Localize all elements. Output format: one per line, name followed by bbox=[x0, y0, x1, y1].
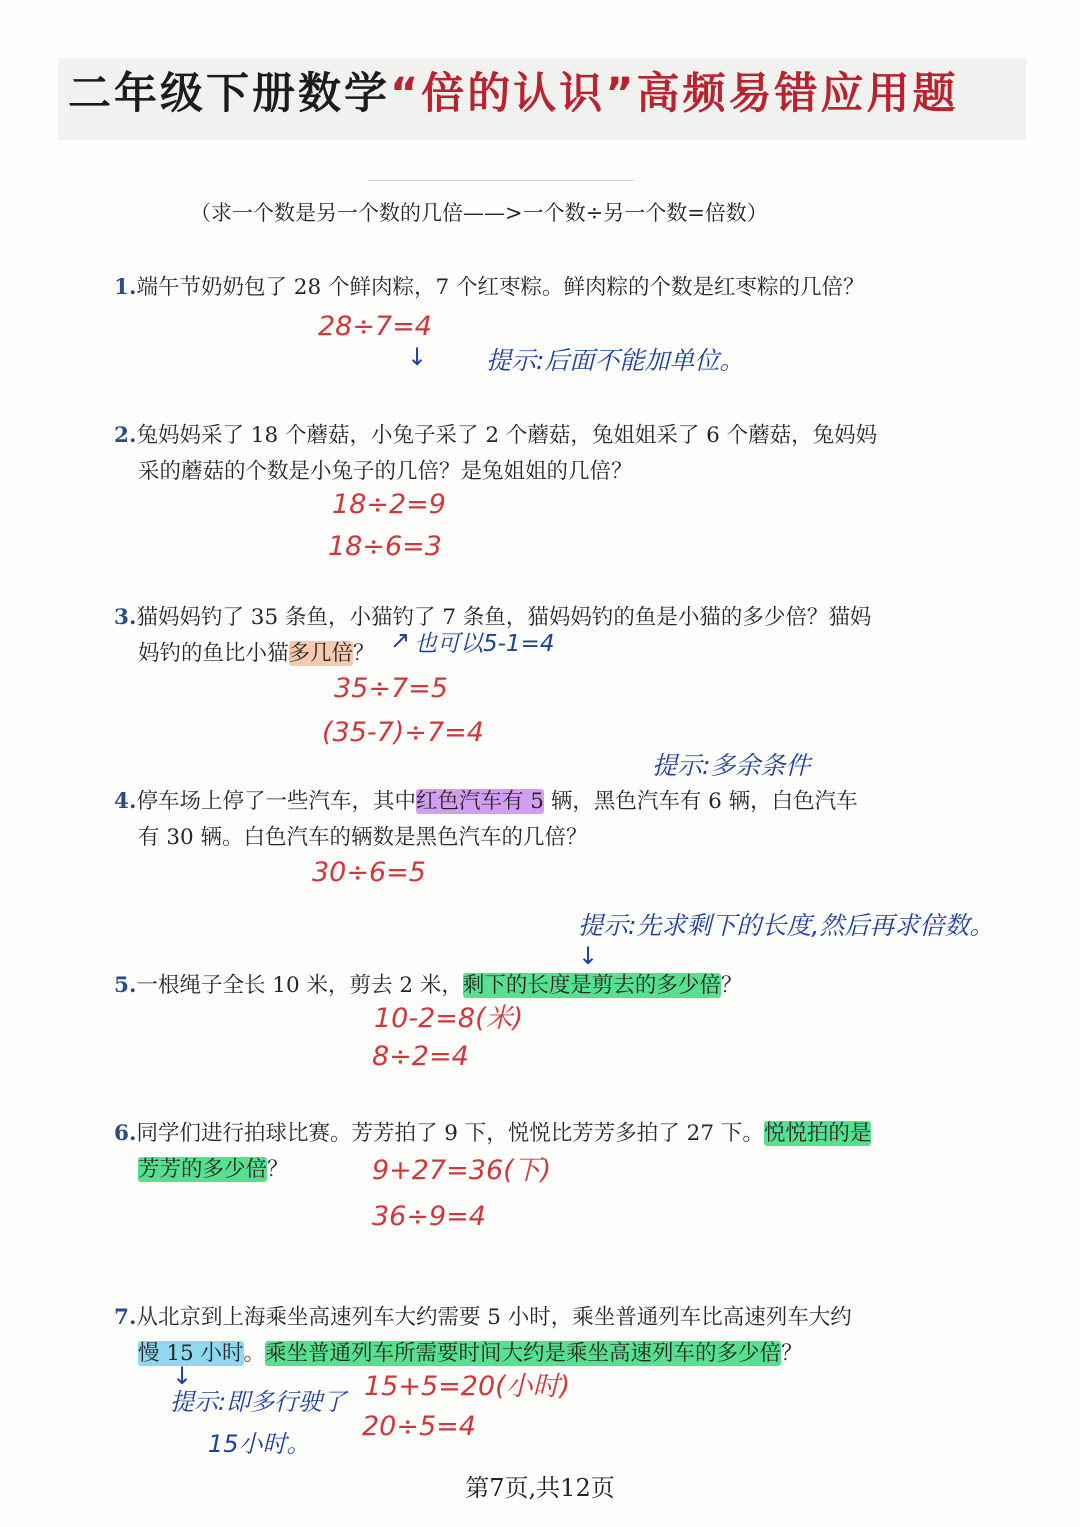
hint-note: 15小时。 bbox=[208, 1430, 311, 1458]
highlight: 乘坐普通列车所需要时间大约是乘坐高速列车的多少倍 bbox=[265, 1341, 782, 1366]
hint-note: 提示:即多行驶了 bbox=[170, 1388, 347, 1416]
question-text: ？ bbox=[267, 1157, 289, 1182]
highlight: 红色汽车有 5 bbox=[415, 789, 544, 814]
answer-work: 10-2=8(米) bbox=[374, 1003, 524, 1034]
answer-work: 20÷5=4 bbox=[362, 1411, 476, 1442]
answer-work: (35-7)÷7=4 bbox=[322, 717, 484, 748]
question-text: 猫妈妈钓了 35 条鱼，小猫钓了 7 条鱼，猫妈妈钓的鱼是小猫的多少倍？猫妈 bbox=[136, 605, 872, 630]
question-text: 一根绳子全长 10 米，剪去 2 米， bbox=[136, 973, 463, 998]
highlight: 剩下的长度是剪去的多少倍 bbox=[462, 973, 721, 998]
highlight: 慢 15 小时 bbox=[138, 1341, 244, 1366]
answer-work: 18÷6=3 bbox=[328, 531, 442, 562]
page-footer: 第7页,共12页 bbox=[465, 1474, 615, 1502]
question-text: 采的蘑菇的个数是小兔子的几倍？是兔姐姐的几倍？ bbox=[138, 459, 633, 484]
question-1 bbox=[114, 270, 924, 306]
question-number: 5. bbox=[114, 973, 137, 998]
question-text: ？ bbox=[353, 641, 375, 666]
answer-work: 8÷2=4 bbox=[372, 1041, 469, 1072]
page-title bbox=[68, 66, 1028, 122]
question-5 bbox=[114, 968, 924, 1004]
answer-work: 9+27=36(下) bbox=[372, 1155, 552, 1186]
arrow-icon: ↓ bbox=[407, 343, 428, 371]
highlight: 芳芳的多少倍 bbox=[138, 1157, 268, 1182]
question-text: 有 30 辆。白色汽车的辆数是黑色汽车的几倍？ bbox=[138, 825, 588, 850]
hint-note: 也可以5-1=4 bbox=[414, 631, 555, 657]
question-number: 6. bbox=[114, 1121, 137, 1146]
question-text: 妈钓的鱼比小猫 bbox=[138, 641, 289, 666]
answer-work: 30÷6=5 bbox=[312, 857, 426, 888]
question-number: 3. bbox=[114, 605, 137, 630]
question-number: 4. bbox=[114, 789, 137, 814]
divider bbox=[368, 180, 634, 181]
highlight: 悦悦拍的是 bbox=[763, 1121, 872, 1146]
title-part2: “倍的认识” bbox=[390, 69, 637, 119]
answer-work: 18÷2=9 bbox=[332, 489, 446, 520]
question-2 bbox=[114, 418, 924, 490]
hint-note: 提示:先求剩下的长度,然后再求倍数。 bbox=[578, 911, 995, 940]
question-text: 。 bbox=[243, 1341, 266, 1366]
title-part1: 二年级下册数学 bbox=[68, 69, 390, 119]
question-text: ？ bbox=[781, 1341, 803, 1366]
hint-note: 提示:后面不能加单位。 bbox=[486, 346, 745, 375]
hint-note: 提示:多余条件 bbox=[652, 751, 811, 780]
arrow-icon: ↓ bbox=[578, 942, 599, 970]
question-text: 辆，黑色汽车有 6 辆，白色汽车 bbox=[543, 789, 858, 814]
question-number: 1. bbox=[114, 275, 137, 300]
formula-line: （求一个数是另一个数的几倍——>一个数÷另一个数=倍数） bbox=[190, 201, 768, 225]
highlight: 多几倍 bbox=[288, 641, 354, 666]
question-text: 兔妈妈采了 18 个蘑菇，小兔子采了 2 个蘑菇，兔姐姐采了 6 个蘑菇，兔妈妈 bbox=[136, 423, 878, 448]
question-7 bbox=[114, 1300, 924, 1372]
question-number: 7. bbox=[114, 1305, 137, 1330]
question-text: 同学们进行拍球比赛。芳芳拍了 9 下，悦悦比芳芳多拍了 27 下。 bbox=[136, 1121, 764, 1146]
question-text: 端午节奶奶包了 28 个鲜肉粽，7 个红枣粽。鲜肉粽的个数是红枣粽的几倍？ bbox=[136, 275, 865, 300]
question-text: 从北京到上海乘坐高速列车大约需要 5 小时，乘坐普通列车比高速列车大约 bbox=[136, 1305, 852, 1330]
question-text: 停车场上停了一些汽车，其中 bbox=[136, 789, 416, 814]
answer-work: 28÷7=4 bbox=[318, 311, 432, 342]
question-4 bbox=[114, 784, 924, 856]
arrow-icon: ↓ bbox=[172, 1362, 193, 1390]
answer-work: 36÷9=4 bbox=[372, 1201, 486, 1232]
answer-work: 35÷7=5 bbox=[334, 673, 448, 704]
title-part3: 高频易错应用题 bbox=[636, 69, 959, 119]
question-text: ？ bbox=[720, 973, 743, 998]
arrow-icon: ↗ bbox=[390, 626, 411, 654]
question-number: 2. bbox=[114, 423, 137, 448]
answer-work: 15+5=20(小时) bbox=[364, 1371, 571, 1402]
